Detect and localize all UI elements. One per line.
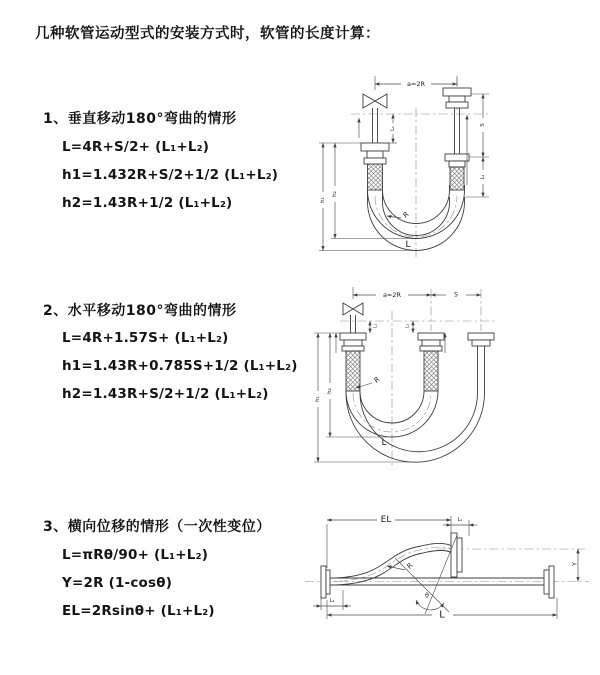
braided-hose-section: [450, 167, 464, 190]
dimension-l2: [405, 321, 414, 333]
page-title: 几种软管运动型式的安装方式时，软管的长度计算：: [35, 26, 380, 42]
dim-label-l: L: [405, 240, 411, 250]
braided-hose-section: [346, 351, 360, 391]
valve-icon: [343, 303, 363, 315]
formula-2-h1: h1=1.43R+0.785S+1/2 (L₁+L₂): [62, 358, 298, 374]
dim-label-a2r: a=2R: [406, 80, 426, 88]
dimension-l1: [389, 114, 397, 143]
dim-label-h1: h₁: [320, 197, 326, 203]
dim-label-l2: L₂: [480, 174, 486, 180]
hose-u-bend: [346, 366, 485, 462]
dimension-y: [572, 549, 579, 582]
dim-label-theta: θ: [425, 592, 429, 600]
dimension-s: [469, 94, 489, 157]
formula-2-h2: h2=1.43R+S/2+1/2 (L₁+L₂): [62, 386, 269, 402]
dim-label-l1: L₁: [457, 517, 463, 523]
centerlines: [340, 289, 496, 469]
left-pipe: [361, 108, 389, 190]
formula-1-L: L=4R+S/2+ (L₁+L₂): [62, 139, 210, 155]
dim-label-el: EL: [380, 515, 392, 525]
left-flange: [321, 566, 330, 598]
valve-icon: [363, 94, 387, 108]
formula-2-L: L=4R+1.57S+ (L₁+L₂): [62, 330, 229, 346]
hose-s-curve: [333, 544, 451, 586]
braided-hose-section: [368, 164, 383, 190]
dim-label-r: R: [372, 375, 382, 385]
diagram-lateral-displacement: [297, 500, 597, 658]
left-pipe: [340, 315, 366, 391]
formula-3-L: L=πRθ/90+ (L₁+L₂): [62, 547, 209, 563]
upper-flange: [451, 533, 462, 577]
right-flange: [544, 566, 554, 598]
middle-pipe: [418, 333, 444, 391]
formula-3-Y: Y=2R (1-cosθ): [62, 575, 173, 591]
formula-1-h2: h2=1.43R+1/2 (L₁+L₂): [62, 195, 233, 211]
dim-label-l2: L₂: [329, 598, 335, 604]
dim-label-l2: L₂: [405, 323, 411, 329]
formula-3-EL: EL=2Rsinθ+ (L₁+L₂): [62, 603, 215, 619]
dim-label-y: Y: [571, 562, 579, 566]
dimension-a2r: [353, 287, 431, 299]
formula-1-h1: h1=1.432R+S/2+1/2 (L₁+L₂): [62, 167, 279, 183]
dim-label-s: S: [480, 123, 486, 127]
dim-label-r: R: [401, 210, 411, 220]
dim-label-l1: L₁: [390, 126, 396, 131]
dimension-l2: [465, 157, 489, 197]
dim-label-h2: h₂: [327, 388, 333, 394]
dimension-l1: [370, 321, 379, 333]
dimension-l: [327, 598, 557, 621]
dimension-l2: [313, 590, 351, 610]
dimension-h1: [314, 333, 415, 462]
radius-leader: [387, 561, 415, 570]
dim-label-h1: h₁: [315, 396, 321, 402]
dimension-s: [431, 292, 481, 299]
section-2-heading: 2、水平移动180°弯曲的情形: [43, 303, 237, 319]
dim-label-l1: L₁: [373, 323, 379, 329]
dim-label-r: R: [405, 561, 415, 571]
diagram-vertical-180-bend: [315, 70, 590, 262]
right-pipe: [468, 333, 494, 366]
dim-label-l: L: [439, 609, 445, 621]
angle-construction: [395, 535, 457, 614]
dim-label-h2: h₂: [332, 191, 338, 197]
dim-label-s: S: [454, 291, 458, 299]
section-3-heading: 3、横向位移的情形（一次性变位）: [43, 519, 271, 535]
braided-hose-section: [424, 351, 438, 391]
dim-label-a2r: a=2R: [382, 291, 402, 299]
dim-label-l: L: [381, 438, 387, 448]
section-1-heading: 1、垂直移动180°弯曲的情形: [43, 111, 237, 127]
diagram-horizontal-180-bend: [310, 281, 600, 473]
